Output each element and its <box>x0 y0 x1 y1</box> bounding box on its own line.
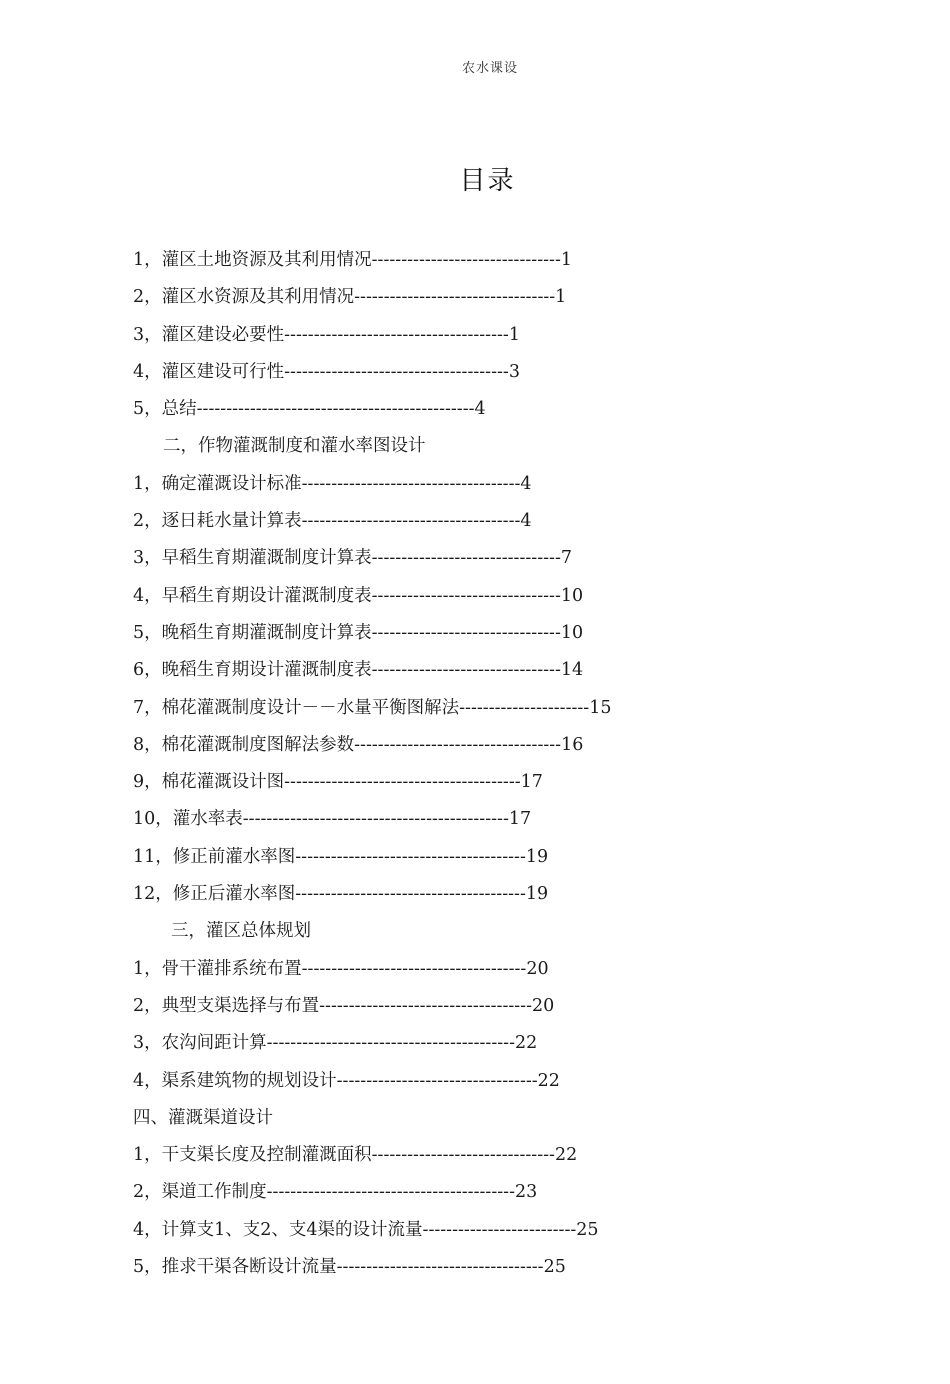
toc-entry[interactable]: 1，确定灌溉设计标准-------------------------------------4 <box>133 473 532 494</box>
toc-entry[interactable]: 3，早稻生育期灌溉制度计算表--------------------------------7 <box>133 548 572 569</box>
toc-entry[interactable]: 11，修正前灌水率图---------------------------------------19 <box>133 846 549 867</box>
running-header: 农水课设 <box>461 61 518 76</box>
toc-entry[interactable]: 10，灌水率表---------------------------------------------17 <box>133 809 532 830</box>
toc-entry[interactable]: 4，早稻生育期设计灌溉制度表--------------------------------10 <box>133 585 584 606</box>
toc-entry[interactable]: 1，干支渠长度及控制灌溉面积-------------------------------22 <box>133 1145 578 1166</box>
toc-entry[interactable]: 1，灌区土地资源及其利用情况--------------------------------1 <box>133 250 572 270</box>
toc-entry[interactable]: 7，棉花灌溉制度设计－－水量平衡图解法----------------------15 <box>133 697 612 718</box>
toc-entry[interactable]: 5，推求干渠各断设计流量-----------------------------------25 <box>133 1257 566 1278</box>
toc-entry[interactable]: 4，灌区建设可行性--------------------------------------3 <box>133 361 520 382</box>
toc-entry[interactable]: 6，晚稻生育期设计灌溉制度表--------------------------------14 <box>133 660 584 681</box>
toc-entry[interactable]: 12，修正后灌水率图---------------------------------------19 <box>133 884 549 905</box>
toc-entry[interactable]: 4，渠系建筑物的规划设计----------------------------------22 <box>133 1070 560 1091</box>
toc-entry[interactable]: 2，渠道工作制度------------------------------------------23 <box>133 1182 538 1203</box>
toc-entry[interactable]: 3，农沟间距计算------------------------------------------22 <box>133 1033 538 1054</box>
page-title: 目录 <box>459 166 516 196</box>
toc-section-heading[interactable]: 三，灌区总体规划 <box>171 921 311 942</box>
toc-entry[interactable]: 2，逐日耗水量计算表-------------------------------------4 <box>133 511 532 532</box>
toc-entry[interactable]: 2，典型支渠选择与布置------------------------------------20 <box>133 995 555 1016</box>
toc-entry[interactable]: 5，总结-----------------------------------------------4 <box>133 399 486 420</box>
toc-entry[interactable]: 5，晚稻生育期灌溉制度计算表--------------------------------10 <box>133 622 584 643</box>
toc-section-heading[interactable]: 四、灌溉渠道设计 <box>133 1107 273 1128</box>
toc-entry[interactable]: 8，棉花灌溉制度图解法参数-----------------------------------16 <box>133 734 584 755</box>
toc-section-heading[interactable]: 二，作物灌溉制度和灌水率图设计 <box>163 436 426 457</box>
toc-entry[interactable]: 3，灌区建设必要性--------------------------------------1 <box>133 324 520 345</box>
toc-entry[interactable]: 1，骨干灌排系统布置--------------------------------------20 <box>133 958 549 979</box>
toc-entry[interactable]: 2，灌区水资源及其利用情况----------------------------------1 <box>133 287 567 308</box>
table-of-contents <box>133 246 753 1290</box>
toc-entry[interactable]: 4，计算支1、支2、支4渠的设计流量--------------------------25 <box>133 1219 599 1240</box>
toc-entry[interactable]: 9，棉花灌溉设计图----------------------------------------17 <box>133 772 543 793</box>
